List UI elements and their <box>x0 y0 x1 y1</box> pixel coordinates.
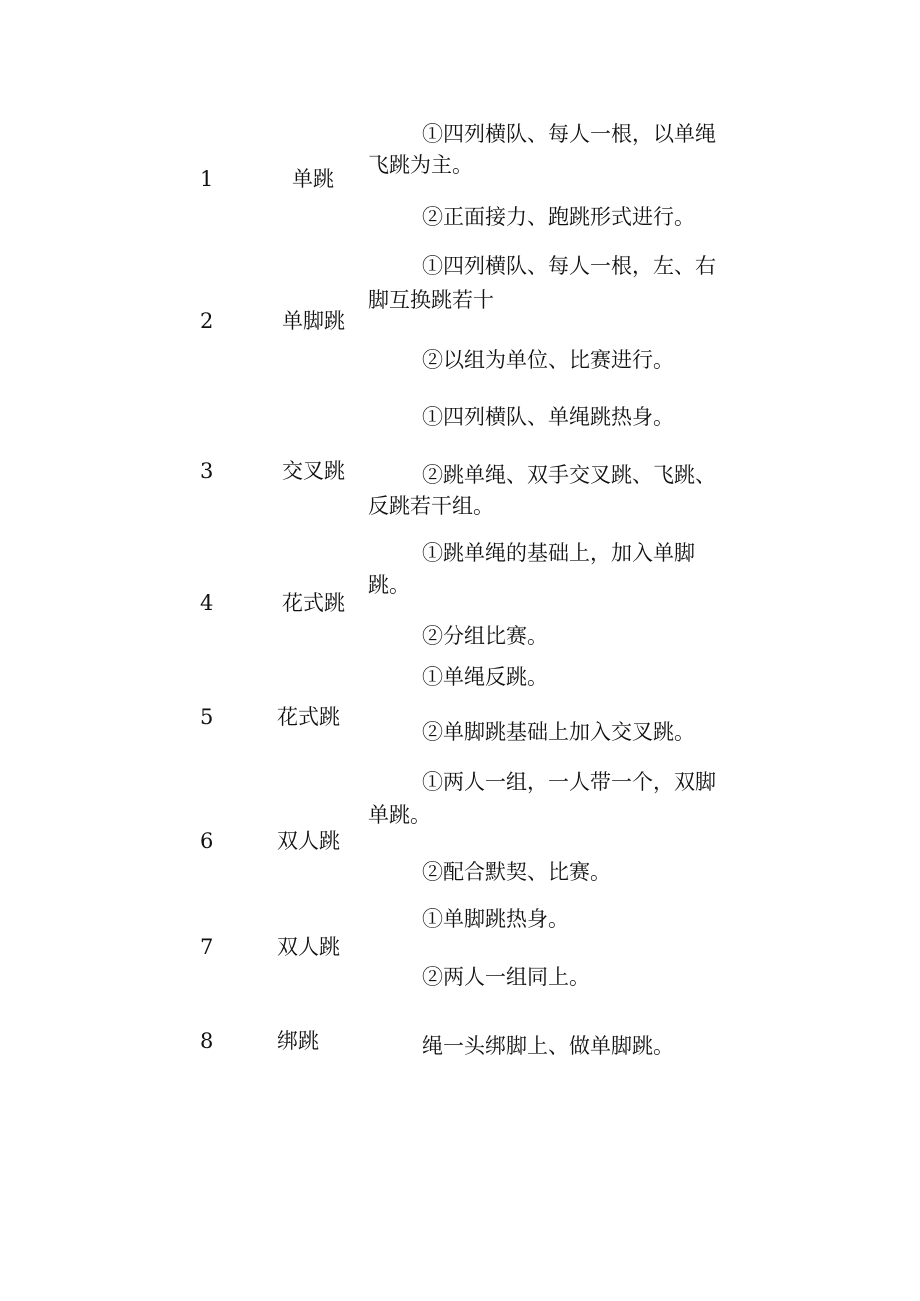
row-description-line: ②跳单绳、双手交叉跳、飞跳、 <box>422 463 716 487</box>
row-description-line: 单跳。 <box>368 803 431 827</box>
row-description-line: ①跳单绳的基础上，加入单脚 <box>422 541 695 565</box>
row-exercise-name: 双人跳 <box>277 935 340 959</box>
row-description-line: 反跳若干组。 <box>368 494 494 518</box>
row-description-line: ①单绳反跳。 <box>422 665 548 689</box>
row-description-line: ②正面接力、跑跳形式进行。 <box>422 205 695 229</box>
row-exercise-name: 单脚跳 <box>282 309 345 333</box>
row-description-line: ②以组为单位、比赛进行。 <box>422 348 674 372</box>
row-description-line: ②单脚跳基础上加入交叉跳。 <box>422 720 695 744</box>
row-exercise-name: 单跳 <box>292 167 334 191</box>
row-number: 8 <box>200 1029 214 1053</box>
row-exercise-name: 交叉跳 <box>282 459 345 483</box>
row-description-line: ①四列横队、单绳跳热身。 <box>422 405 674 429</box>
row-number: 1 <box>200 167 214 191</box>
row-number: 2 <box>200 309 214 333</box>
row-description-line: ①单脚跳热身。 <box>422 907 569 931</box>
row-number: 5 <box>200 705 214 729</box>
row-exercise-name: 花式跳 <box>282 591 345 615</box>
row-number: 7 <box>200 935 214 959</box>
row-number: 3 <box>200 459 214 483</box>
row-description-line: ②两人一组同上。 <box>422 965 590 989</box>
row-description-line: ①四列横队、每人一根，以单绳 <box>422 122 716 146</box>
row-description-line: 飞跳为主。 <box>368 153 473 177</box>
row-description-line: 脚互换跳若十 <box>368 288 494 312</box>
row-description-line: 跳。 <box>368 573 410 597</box>
row-exercise-name: 花式跳 <box>277 705 340 729</box>
row-description-line: ②分组比赛。 <box>422 624 548 648</box>
row-exercise-name: 绑跳 <box>277 1029 319 1053</box>
row-description-line: ②配合默契、比赛。 <box>422 860 611 884</box>
row-number: 4 <box>200 591 214 615</box>
row-description-line: ①两人一组，一人带一个，双脚 <box>422 770 716 794</box>
row-number: 6 <box>200 829 214 853</box>
row-description-line: 绳一头绑脚上、做单脚跳。 <box>422 1034 674 1058</box>
row-description-line: ①四列横队、每人一根，左、右 <box>422 254 716 278</box>
row-exercise-name: 双人跳 <box>277 829 340 853</box>
